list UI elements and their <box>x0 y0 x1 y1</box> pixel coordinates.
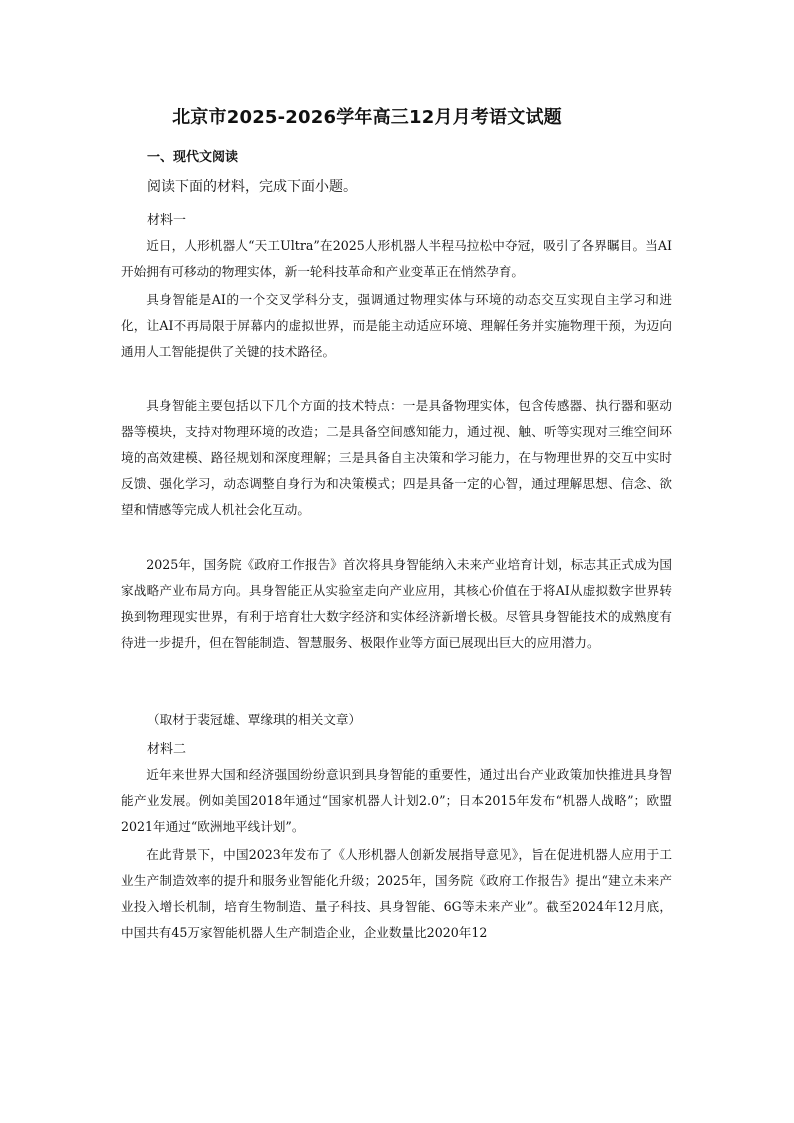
material-1-source: （取材于裴冠雄、覃缘琪的相关文章） <box>147 712 362 727</box>
material-1-paragraph-3: 具身智能主要包括以下几个方面的技术特点：一是具备物理实体，包含传感器、执行器和驱动器等模块，支持对物理环境的改造；二是具备空间感知能力，通过视、触、听等实现对三维空间环境的高效建模、路径规划和深度理解；三是具备自主决策和学习能力，在与物理世界的交互中实时反馈、强化学习，动态调整自身行为和决策模式；四是具备一定的心智，通过理解思想、信念、欲望和情感等完成人机社会化互动。 <box>121 398 672 517</box>
material-2-paragraph-2: 在此背景下，中国2023年发布了《人形机器人创新发展指导意见》，旨在促进机器人应用于工业生产制造效率的提升和服务业智能化升级；2025年，国务院《政府工作报告》提出“建立未来产业投入增长机制，培育生物制造、量子科技、具身智能、6G等未来产业”。截至2024年12月底，中国共有45万家智能机器人生产制造企业，企业数量比2020年12 <box>121 847 672 940</box>
reading-instruction: 阅读下面的材料，完成下面小题。 <box>147 179 357 195</box>
material-1-label: 材料一 <box>147 213 187 228</box>
material-1-paragraph-4: 2025年，国务院《政府工作报告》首次将具身智能纳入未来产业培育计划，标志其正式成为国家战略产业布局方向。具身智能正从实验室走向产业应用，其核心价值在于将AI从虚拟数字世界转换到物理现实世界，有利于培育壮大数字经济和实体经济新增长极。尽管具身智能技术的成熟度有待进一步提升，但在智能制造、智慧服务、极限作业等方面已展现出巨大的应用潜力。 <box>121 557 672 650</box>
exam-title: 北京市2025-2026学年高三12月月考语文试题 <box>172 107 562 128</box>
material-2-paragraph-1: 近年来世界大国和经济强国纷纷意识到具身智能的重要性，通过出台产业政策加快推进具身智能产业发展。例如美国2018年通过“国家机器人计划2.0”；日本2015年发布“机器人战略”；欧盟2021年通过“欧洲地平线计划”。 <box>121 767 672 834</box>
material-1-paragraph-1: 近日，人形机器人“天工Ultra”在2025人形机器人半程马拉松中夺冠，吸引了各界瞩目。当AI开始拥有可移动的物理实体，新一轮科技革命和产业变革正在悄然孕育。 <box>121 238 672 279</box>
section-heading: 一、现代文阅读 <box>147 150 239 165</box>
material-2-label: 材料二 <box>147 742 187 757</box>
material-1-paragraph-2: 具身智能是AI的一个交叉学科分支，强调通过物理实体与环境的动态交互实现自主学习和进化，让AI不再局限于屏幕内的虚拟世界，而是能主动适应环境、理解任务并实施物理干预，为迈向通用人工智能提供了关键的技术路径。 <box>121 292 672 359</box>
